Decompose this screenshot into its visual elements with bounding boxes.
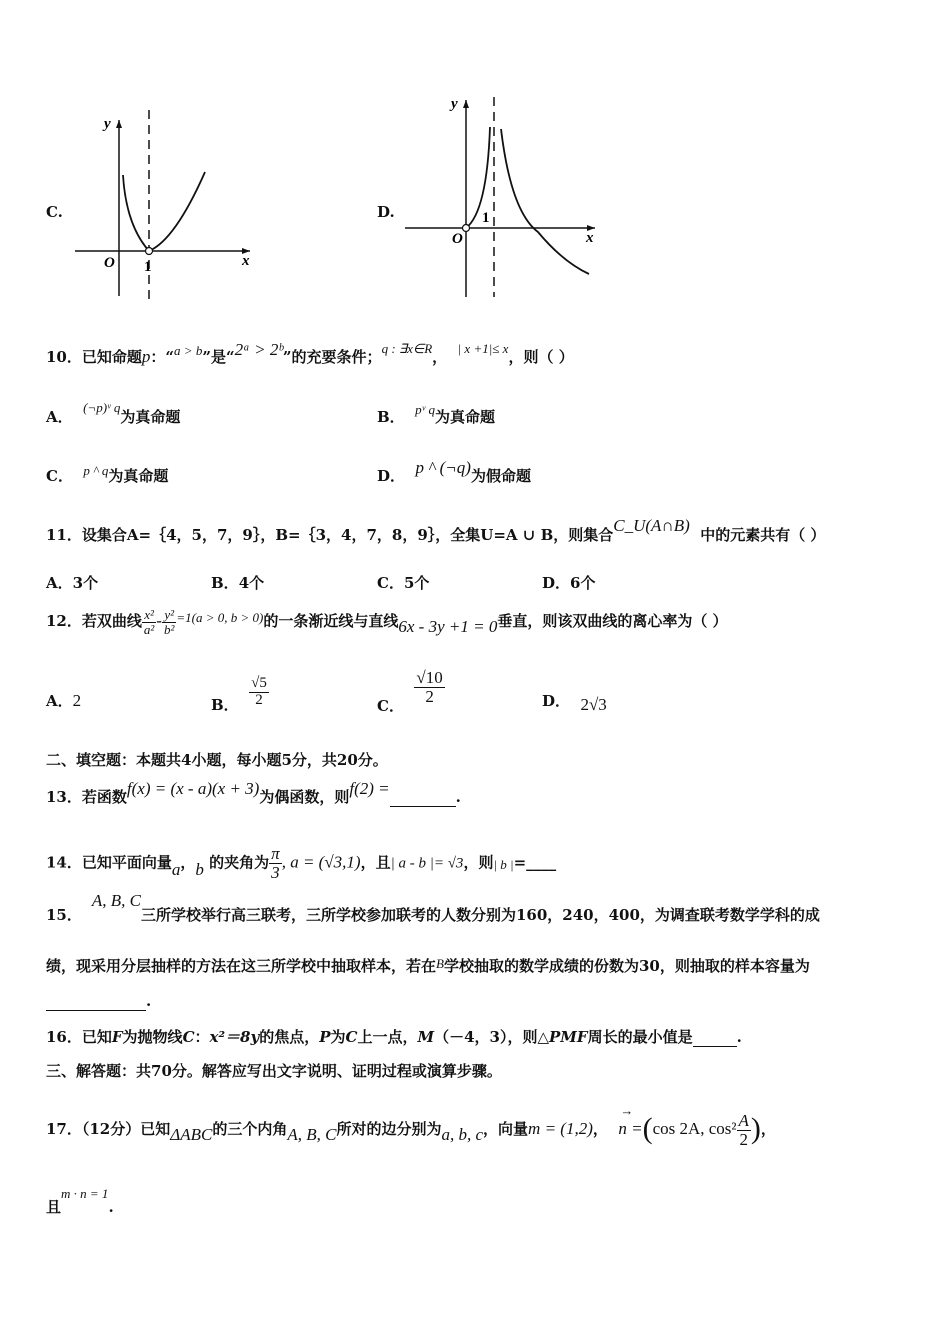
graph-c — [70, 110, 260, 305]
q12-stem: 12．若双曲线 $\frac{\text{x²}}{\text{a²}}$ - $\frac{\text{y²}}{\text{b²}}$ =1(a > 0, b > 0)的一条渐近线与直线6x - 3y +1 = 0垂直，则该双曲线的离心率为（ ） — [46, 607, 728, 637]
q13-stem: 13．若函数f(x) = (x - a)(x + 3)为偶函数，则f(2) = . — [46, 779, 461, 806]
q15-answer-blank[interactable] — [46, 992, 146, 1011]
option-d-label: D. — [377, 203, 395, 221]
q10-stem: 10．已知命题p：“a > b”是“2ᵃ > 2ᵇ”的充要条件；q : ∃x∈R， | x +1|≤ x，则（ ） — [46, 340, 574, 366]
q17-stem: 17．（12分）已知ΔABC的三个内角A, B, C所对的边分别为a, b, c，向量m = (1,2)， → n =(cos 2A, cos² $\frac{A}{2}$ )， — [46, 1103, 776, 1149]
q10-option-d[interactable]: D． p ^ (¬q)为假命题 — [377, 458, 531, 485]
graph-c-y-label: y — [104, 116, 111, 132]
graph-d-tick: 1 — [482, 210, 490, 226]
q11-option-c[interactable]: C．5个 — [377, 574, 430, 592]
q11-stem: 11．设集合A=｛4，5，7，9｝，B=｛3，4，7，8，9｝，全集U=A ∪ B，则集合C_U(A∩B) 中的元素共有（ ） — [46, 516, 826, 544]
q16-stem: 16．已知F为抛物线C：x²＝8y的焦点，P为C上一点，M（－4，3），则△PMF周长的最小值是 . — [46, 1028, 742, 1046]
q17-condition: 且m · n = 1. — [46, 1186, 114, 1216]
q16-answer-blank[interactable] — [693, 1028, 737, 1047]
q11-option-b[interactable]: B．4个 — [211, 574, 265, 592]
option-c-label: C. — [46, 203, 63, 221]
graph-c-tick: 1 — [144, 259, 152, 275]
q11-option-d[interactable]: D．6个 — [542, 574, 596, 592]
q11-option-a[interactable]: A．3个 — [46, 574, 99, 592]
graph-d-origin: O — [452, 231, 463, 247]
graph-d — [403, 92, 603, 302]
q15-line3: . — [46, 992, 151, 1011]
q12-option-c[interactable]: C． $\frac{√10}{2}$ — [377, 668, 443, 716]
q14-stem: 14．已知平面向量a，b 的夹角为 $\frac{\pi}{3}$ , a = (√3,1)，且| a - b |= √3，则| b |=____ — [46, 844, 557, 882]
q15-line1: 15．A, B, C三所学校举行高三联考，三所学校参加联考的人数分别为160，240，400，为调查联考数学学科的成 — [46, 891, 820, 924]
graph-c-origin: O — [104, 255, 115, 271]
q13-answer-blank[interactable] — [390, 788, 456, 807]
graph-d-y-label: y — [451, 96, 458, 112]
q10-option-b[interactable]: B． pᵛ q为真命题 — [377, 402, 496, 426]
q10-option-a[interactable]: A． (¬p)ᵛ q为真命题 — [46, 400, 181, 426]
section-2-heading: 二、填空题：本题共4小题，每小题5分，共20分。 — [46, 751, 388, 769]
q10-option-c[interactable]: C． p ^ q为真命题 — [46, 463, 169, 485]
q12-option-d[interactable]: D． 2√3 — [542, 692, 607, 714]
graph-c-x-label: x — [242, 253, 250, 269]
q12-option-b[interactable]: B． $\frac{√5}{2}$ — [211, 675, 267, 715]
q15-line2: 绩，现采用分层抽样的方法在这三所学校中抽取样本，若在B学校抽取的数学成绩的份数为30，则抽取的样本容量为 — [46, 956, 810, 975]
graph-d-x-label: x — [586, 230, 594, 246]
section-3-heading: 三、解答题：共70分。解答应写出文字说明、证明过程或演算步骤。 — [46, 1062, 502, 1080]
q12-option-a[interactable]: A．2 — [46, 691, 82, 710]
